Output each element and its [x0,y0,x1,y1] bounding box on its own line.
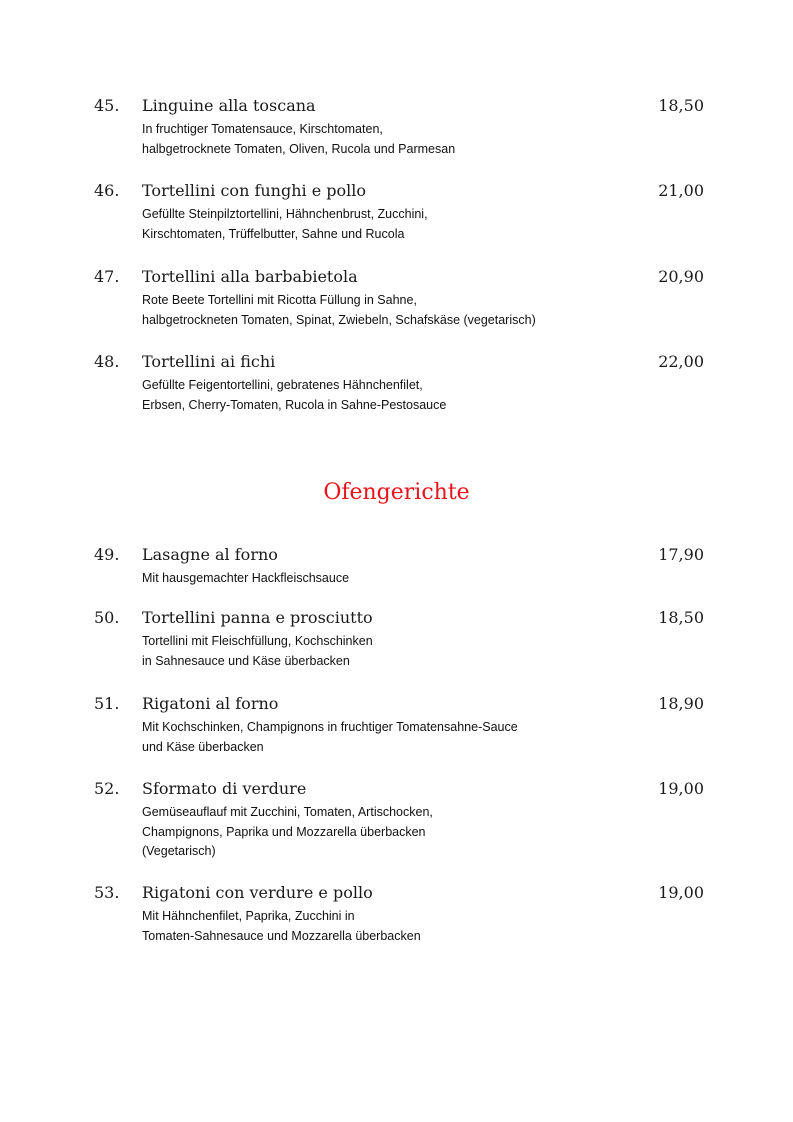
item-price: 20,90 [658,267,704,286]
description-line: und Käse überbacken [142,739,264,754]
item-price: 19,00 [658,883,704,902]
item-price: 21,00 [658,181,704,200]
item-number: 50. [94,608,120,627]
item-number: 49. [94,545,120,564]
section-title: Ofengerichte [323,480,470,505]
item-number: 51. [94,694,120,713]
item-description [142,569,349,589]
description-line: halbgetrocknete Tomaten, Oliven, Rucola und Parmesan [142,141,456,156]
item-name: Rigatoni con verdure e pollo [142,883,373,902]
item-name: Rigatoni al forno [142,694,279,713]
description-line: Kirschtomaten, Trüffelbutter, Sahne und Rucola [142,226,405,241]
description-line: Gemüseauflauf mit Zucchini, Tomaten, Artischocken, [142,805,433,819]
description-line: in Sahnesauce und Käse überbacken [142,653,350,668]
item-number: 53. [94,883,120,902]
item-number: 46. [94,181,120,200]
description-line: In fruchtiger Tomatensauce, Kirschtomaten, [142,122,383,136]
description-line: halbgetrockneten Tomaten, Spinat, Zwiebeln, Schafskäse (vegetarisch) [142,312,536,327]
description-line: Champignons, Paprika und Mozzarella überbacken [142,824,426,839]
item-name: Tortellini panna e prosciutto [142,608,373,627]
item-price: 17,90 [658,545,704,564]
item-name: Tortellini alla barbabietola [142,267,358,286]
item-number: 47. [94,267,120,286]
item-price: 19,00 [658,779,704,798]
item-description [142,120,455,159]
item-price: 18,50 [658,96,704,115]
item-number: 45. [94,96,120,115]
description-line: Gefüllte Feigentortellini, gebratenes Hähnchenfilet, [142,378,423,392]
description-line: Rote Beete Tortellini mit Ricotta Füllung in Sahne, [142,293,417,307]
item-name: Lasagne al forno [142,545,278,564]
item-description [142,291,536,330]
description-line: Tomaten-Sahnesauce und Mozzarella überbacken [142,928,421,943]
description-line: Mit Hähnchenfilet, Paprika, Zucchini in [142,909,355,923]
item-description [142,632,373,671]
item-name: Linguine alla toscana [142,96,316,115]
description-line: Erbsen, Cherry-Tomaten, Rucola in Sahne-Pestosauce [142,397,447,412]
item-description [142,803,433,862]
description-line: (Vegetarisch) [142,844,216,858]
item-name: Tortellini con funghi e pollo [142,181,367,200]
item-description [142,718,518,757]
item-description [142,376,446,415]
description-line: Mit hausgemachter Hackfleischsauce [142,571,350,585]
item-number: 48. [94,352,120,371]
description-line: Gefüllte Steinpilztortellini, Hähnchenbrust, Zucchini, [142,207,428,221]
item-price: 22,00 [658,352,704,371]
item-number: 52. [94,779,120,798]
item-description [142,907,421,946]
item-price: 18,50 [658,608,704,627]
item-name: Tortellini ai fichi [142,352,276,371]
item-description [142,205,428,244]
item-price: 18,90 [658,694,704,713]
item-name: Sformato di verdure [142,779,307,798]
description-line: Tortellini mit Fleischfüllung, Kochschinken [142,634,373,648]
description-line: Mit Kochschinken, Champignons in fruchtiger Tomatensahne-Sauce [142,720,518,734]
